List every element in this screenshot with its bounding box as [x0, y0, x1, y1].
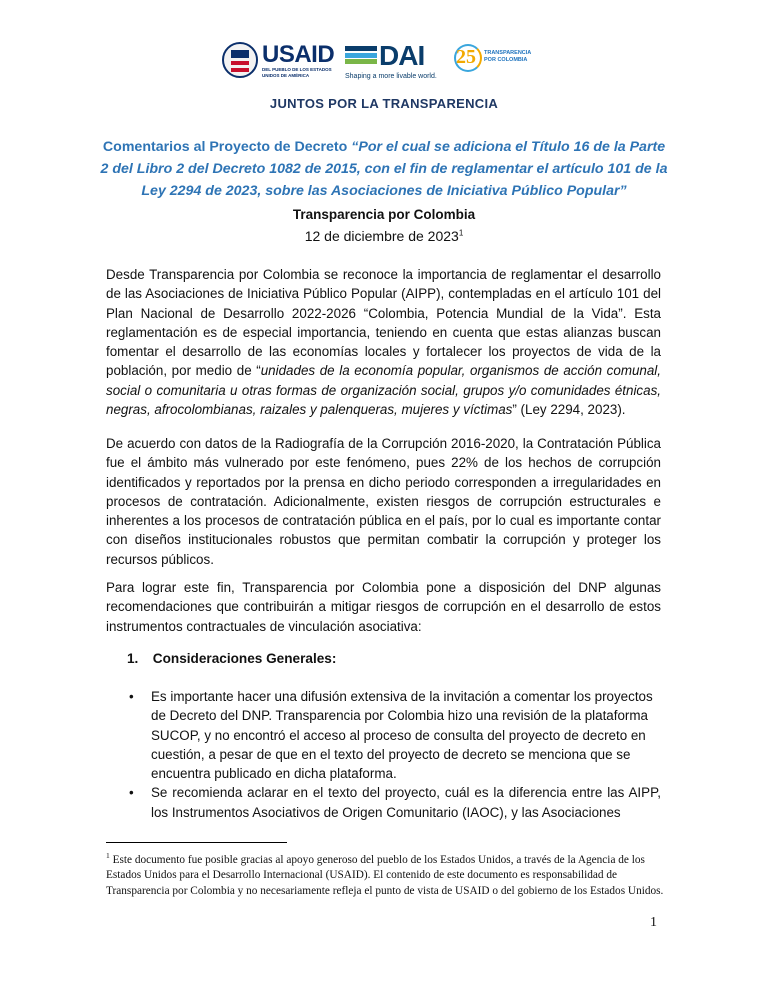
- recommendations-list: [127, 687, 661, 822]
- usaid-seal-icon: [222, 42, 258, 78]
- dai-stripes-icon: [345, 46, 377, 68]
- paragraph-recommendations-intro: Para lograr este fin, Transparencia por Colombia pone a disposición del DNP algunas recomendaciones que contribuirán a mitigar riesgos de corrupción en el desarrollo de estos instrumentos contractuales de vinculación asociativa:: [106, 580, 661, 634]
- usaid-wordmark: USAID: [262, 41, 335, 68]
- usaid-logo: [222, 40, 334, 86]
- list-item-text: Se recomienda aclarar en el texto del proyecto, cuál es la diferencia entre las AIPP, los Instrumentos Asociativos de Origen Comunitario (IAOC), y las Asociaciones: [151, 785, 661, 820]
- paragraph-intro-text: Desde Transparencia por Colombia se reconoce la importancia de reglamentar el desarrollo de las Asociaciones de Iniciativa Público Popular (AIPP), contempladas en el artículo 101 del Plan Nacional de Desarrollo 2022-2026 “Colombia, Potencia Mundial de la Vida”. Esta reglamentación es de especial importancia, teniendo en cuenta que estas alianzas buscan fomentar el desarrollo de las economías locales y fortalecer los proyectos de vida de la población, por medio de “: [106, 267, 661, 379]
- footnote-number: 1: [106, 851, 110, 860]
- footnote: [106, 848, 666, 899]
- dai-logo: [345, 40, 445, 86]
- bullet-marker: •: [129, 689, 134, 704]
- footnote-divider: [106, 842, 287, 843]
- page-number: 1: [650, 915, 657, 930]
- section-number: 1.: [127, 651, 139, 666]
- page-headline: JUNTOS POR LA TRANSPARENCIA: [269, 96, 499, 111]
- dai-wordmark: DAI: [379, 40, 425, 71]
- title-prefix: Comentarios al Proyecto de Decreto: [102, 139, 352, 155]
- author-organization: Transparencia por Colombia: [292, 207, 476, 222]
- date-text: 12 de diciembre de 2023: [304, 228, 459, 244]
- document-date: [0, 228, 768, 244]
- tpc-logo: [454, 40, 554, 86]
- section-title: Consideraciones Generales:: [152, 651, 337, 666]
- tpc-anniversary-number: 25: [456, 46, 476, 68]
- list-item: [127, 783, 661, 822]
- footnote-text: Este documento fue posible gracias al apoyo generoso del pueblo de los Estados Unidos, a través de la Agencia de los Estados Unidos para el Desarrollo Internacional (USAID). El contenido de este documento es responsabilidad de Transparencia por Colombia y no necesariamente refleja el punto de vista de USAID o del gobierno de los Estados Unidos.: [106, 853, 664, 897]
- dai-tagline: Shaping a more livable world.: [345, 73, 437, 80]
- paragraph-corruption-data: De acuerdo con datos de la Radiografía de la Corrupción 2016-2020, la Contratación Pública fue el ámbito más vulnerado por este fenómeno, pues 22% de los hechos de corrupción identificados y reportados por la prensa en dicho periodo corresponden a irregularidades en procesos de contratación. Adicionalmente, existen riesgos de corrupción estructurales e inherentes a los procesos de contratación pública en el país, por lo cual es importante contar con diseños institucionales robustos que permitan combatir la corrupción y proteger los recursos públicos.: [106, 436, 661, 567]
- paragraph-intro-quote: unidades de la economía popular, organismos de acción comunal, social o comunitaria u otras formas de organización social, grupos y/o comunidades étnicas, negras, afrocolombianas, raizales y palenqueras, mujeres y víctimas: [106, 363, 662, 418]
- header-logos: [222, 40, 552, 88]
- tpc-wordmark: TRANSPARENCIA POR COLOMBIA: [484, 50, 532, 63]
- bullet-marker: •: [129, 785, 134, 801]
- section-heading: [127, 651, 336, 666]
- list-item: [127, 687, 661, 783]
- list-item-text: Es importante hacer una difusión extensiva de la invitación a comentar los proyectos de Decreto del DNP. Transparencia por Colombia hizo una revisión de la plataforma SUCOP, y no encontró el acceso al proceso de consulta del proyecto de decreto en cuestión, a pesar de que en el texto del proyecto de decreto se menciona que se encuentra publicado en dicha plataforma.: [151, 689, 653, 782]
- paragraph-intro: [106, 265, 661, 419]
- footnote-ref-marker: 1: [458, 228, 464, 238]
- document-title: [100, 136, 668, 202]
- title-decree-name: “Por el cual se adiciona el Título 16 de la Parte 2 del Libro 2 del Decreto 1082 de 2015, con el fin de reglamentar el artículo 101 de la Ley 2294 de 2023, sobre las Asociaciones de Iniciativa Público Popular”: [100, 139, 668, 199]
- usaid-tagline: DEL PUEBLO DE LOS ESTADOS UNIDOS DE AMÉRICA: [262, 67, 332, 78]
- paragraph-intro-citation: ” (Ley 2294, 2023).: [512, 402, 626, 418]
